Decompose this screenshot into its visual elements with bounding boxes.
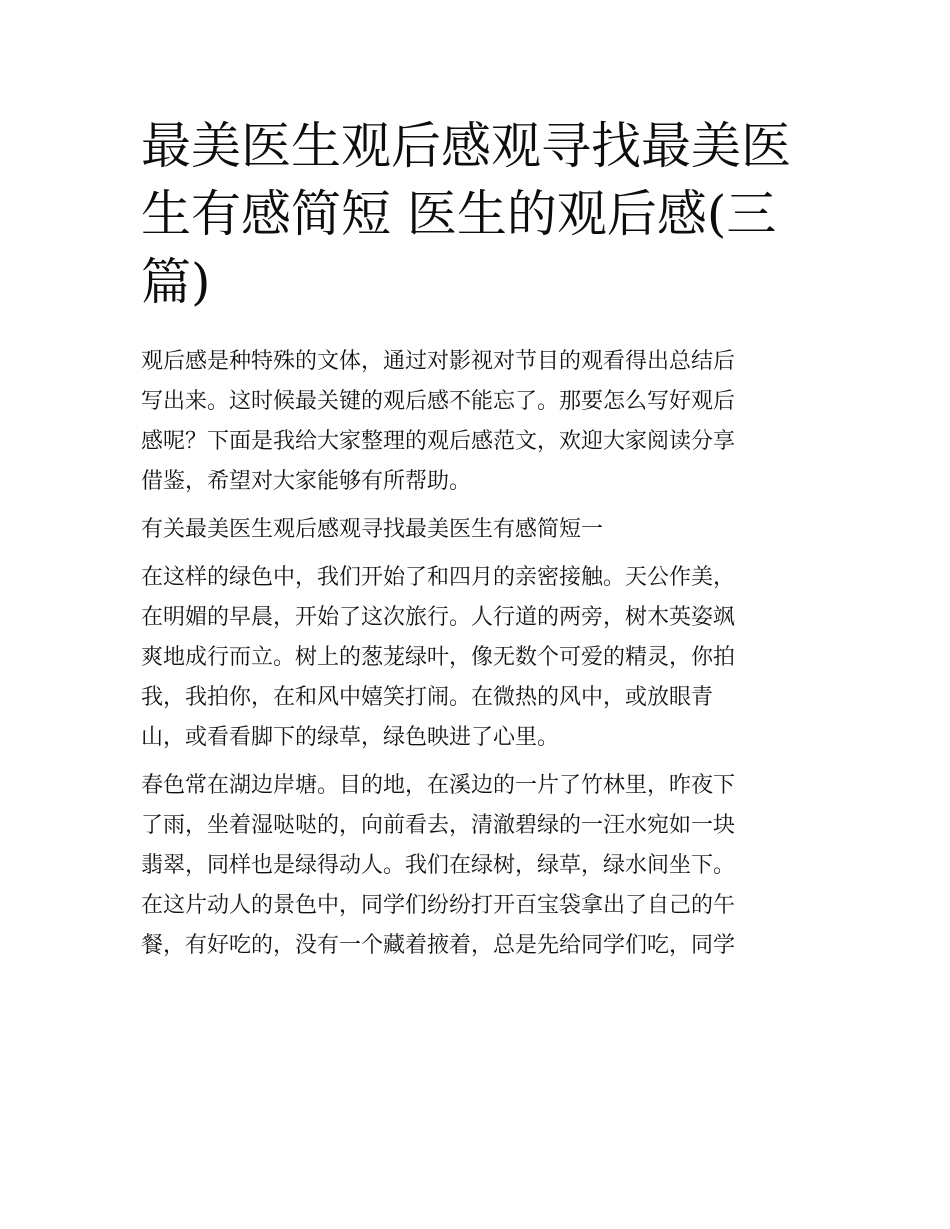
document-page	[141, 112, 813, 966]
body-paragraph: 春色常在湖边岸塘。目的地，在溪边的一片了竹林里，昨夜下 了雨，坐着湿哒哒的，向前看去，清澈碧绿的一汪水宛如一块 翡翠，同样也是绿得动人。我们在绿树，绿草，绿水间坐下。 在这片动人的景色中，同学们纷纷打开百宝袋拿出了自己的午 餐，有好吃的，没有一个藏着掖着，总是先给同学们吃，同学	[141, 773, 736, 958]
document-title: 最美医生观后感观寻找最美医 生有感简短 医生的观后感(三 篇)	[141, 117, 791, 311]
intro-paragraph: 观后感是种特殊的文体，通过对影视对节目的观看得出总结后 写出来。这时候最关键的观后感不能忘了。那要怎么写好观后 感呢？下面是我给大家整理的观后感范文，欢迎大家阅读分享 借鉴，希望对大家能够有所帮助。	[141, 349, 736, 494]
section-heading: 有关最美医生观后感观寻找最美医生有感简短一	[141, 517, 604, 542]
body-paragraph: 在这样的绿色中，我们开始了和四月的亲密接触。天公作美， 在明媚的早晨，开始了这次旅行。人行道的两旁，树木英姿飒 爽地成行而立。树上的葱茏绿叶，像无数个可爱的精灵，你拍 我，我拍你，在和风中嬉笑打闹。在微热的风中，或放眼青 山，或看看脚下的绿草，绿色映进了心里。	[141, 565, 736, 750]
